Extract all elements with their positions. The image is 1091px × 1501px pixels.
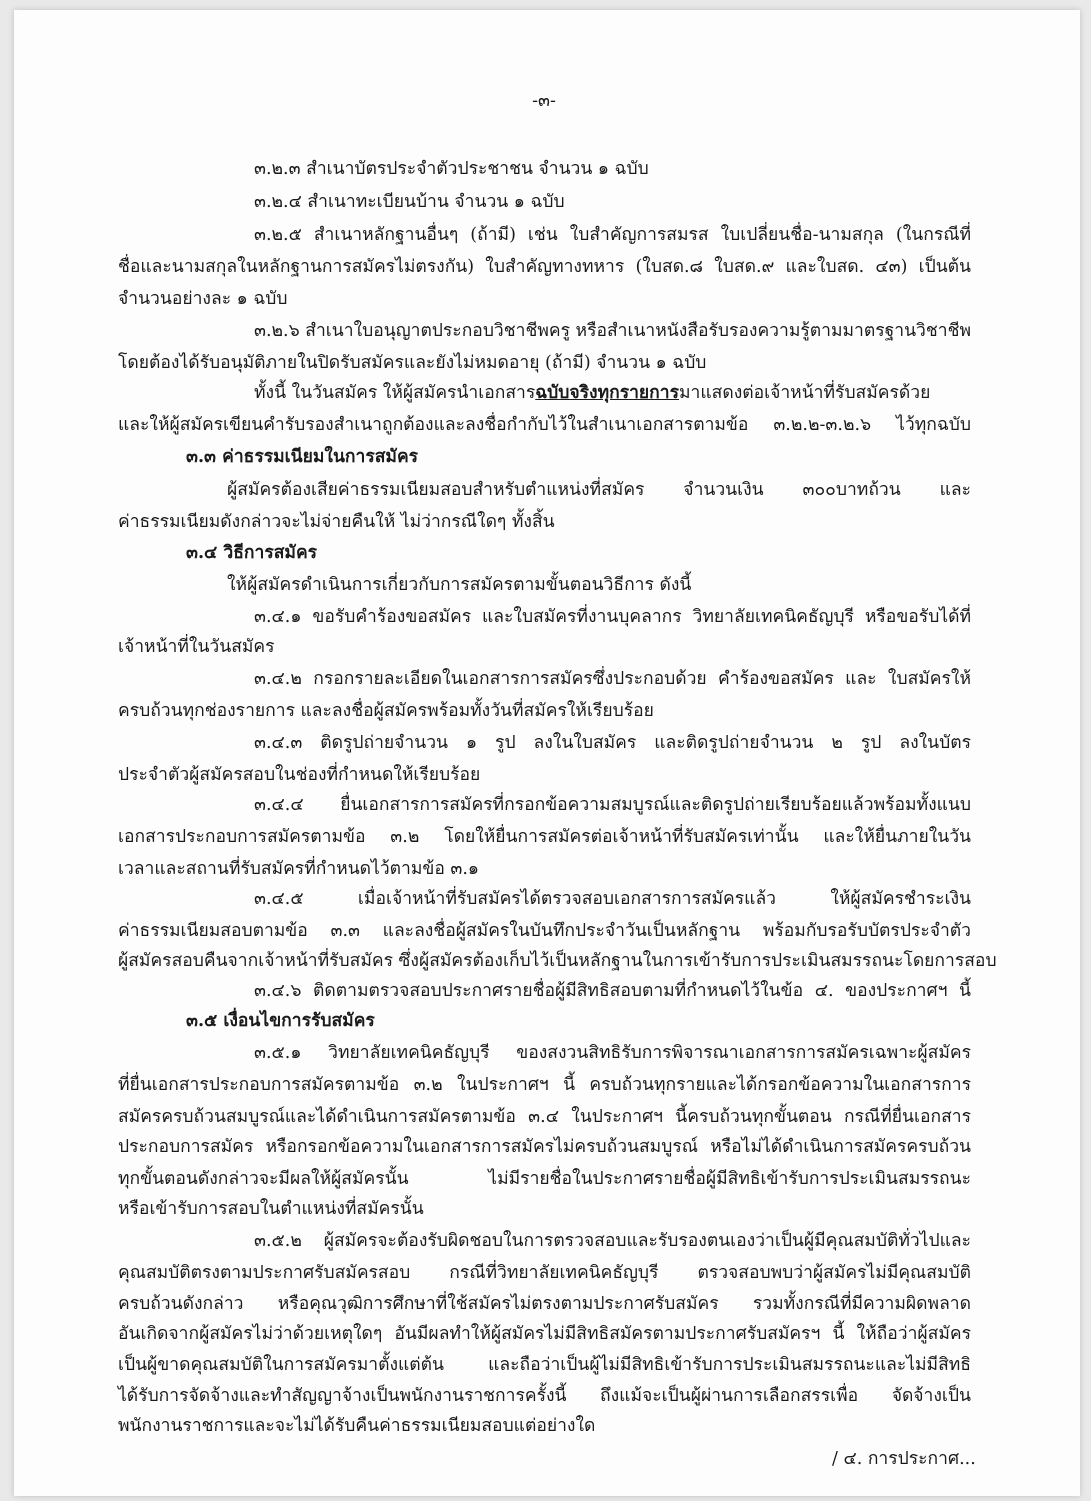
heading-3-4: ๓.๔ วิธีการสมัคร [186,543,318,563]
note-emphasis: ฉบับจริงทุกรายการ [535,383,680,403]
item-3-2-6-line-2: โดยต้องได้รับอนุมัติภายในปิดรับสมัครและยังไม่หมดอายุ (ถ้ามี) จำนวน ๑ ฉบับ [118,353,707,373]
note-text-c: มาแสดงต่อเจ้าหน้าที่รับสมัครด้วย [679,383,931,403]
item-3-4-4-line-3: เวลาและสถานที่รับสมัครที่กำหนดไว้ตามข้อ ๓.๑ [118,859,480,879]
document-page [14,10,1080,1496]
item-3-4-5-line-1: ๓.๔.๕ เมื่อเจ้าหน้าที่รับสมัครได้ตรวจสอบเอกสารการสมัครแล้ว ให้ผู้สมัครชำระเงิน [254,889,971,909]
item-3-5-2-line-3: ครบถ้วนดังกล่าว หรือคุณวุฒิการศึกษาที่ใช้สมัครไม่ตรงตามประกาศรับสมัคร รวมทั้งกรณีที่มีความผิดพลาด [118,1294,971,1314]
item-3-4-4-line-1: ๓.๔.๔ ยื่นเอกสารการสมัครที่กรอกข้อความสมบูรณ์และติดรูปถ่ายเรียบร้อยแล้วพร้อมทั้งแนบ [254,795,971,815]
item-3-5-1-line-4: ประกอบการสมัคร หรือกรอกข้อความในเอกสารการสมัครไม่ครบถ้วนสมบูรณ์ หรือไม่ได้ดำเนินการสมัครครบถ้วน [118,1137,971,1157]
note-line-1 [254,380,930,406]
item-3-2-6-line-1: ๓.๒.๖ สำเนาใบอนุญาตประกอบวิชาชีพครู หรือสำเนาหนังสือรับรองความรู้ตามมาตรฐานวิชาชีพ [254,321,971,341]
note-line-2: และให้ผู้สมัครเขียนคำรับรองสำเนาถูกต้องและลงชื่อกำกับไว้ในสำเนาเอกสารตามข้อ ๓.๒.๒-๓.๒.๖ ไว้ทุกฉบับ [118,415,971,435]
heading-3-5: ๓.๕ เงื่อนไขการรับสมัคร [186,1011,375,1031]
item-3-5-1-line-6: หรือเข้ารับการสอบในตำแหน่งที่สมัครนั้น [118,1199,424,1219]
item-3-5-1-line-2: ที่ยื่นเอกสารประกอบการสมัครตามข้อ ๓.๒ ในประกาศฯ นี้ ครบถ้วนทุกรายและได้กรอกข้อความในเอกสารการ [118,1075,971,1095]
item-3-4-1-line-2: เจ้าหน้าที่ในวันสมัคร [118,637,275,657]
item-3-2-5-line-2: ชื่อและนามสกุลในหลักฐานการสมัครไม่ตรงกัน) ใบสำคัญทางทหาร (ใบสด.๘ ใบสด.๙ และใบสด. ๔๓) เป็นต้น [118,257,971,277]
item-3-4-1-line-1: ๓.๔.๑ ขอรับคำร้องขอสมัคร และใบสมัครที่งานบุคลากร วิทยาลัยเทคนิคธัญบุรี หรือขอรับได้ที่ [254,607,971,627]
item-3-5-2-line-7: พนักงานราชการและจะไม่ได้รับคืนค่าธรรมเนียมสอบแต่อย่างใด [118,1416,596,1436]
item-3-4-5-line-3: ผู้สมัครสอบคืนจากเจ้าหน้าที่รับสมัคร ซึ่งผู้สมัครต้องเก็บไว้เป็นหลักฐานในการเข้ารับการประเมินสมรรถนะโดยการสอบ [118,951,997,971]
item-3-4-3-line-1: ๓.๔.๓ ติดรูปถ่ายจำนวน ๑ รูป ลงในใบสมัคร และติดรูปถ่ายจำนวน ๒ รูป ลงในบัตร [254,733,971,753]
item-3-5-2-line-2: คุณสมบัติตรงตามประกาศรับสมัครสอบ กรณีที่วิทยาลัยเทคนิคธัญบุรี ตรวจสอบพบว่าผู้สมัครไม่มีคุณสมบัติ [118,1263,971,1283]
item-3-2-5-line-1: ๓.๒.๕ สำเนาหลักฐานอื่นๆ (ถ้ามี) เช่น ใบสำคัญการสมรส ใบเปลี่ยนชื่อ-นามสกุล (ในกรณีที่ [254,225,971,245]
item-3-5-2-line-5: เป็นผู้ขาดคุณสมบัติในการสมัครมาตั้งแต่ต้น และถือว่าเป็นผู้ไม่มีสิทธิเข้ารับการประเมินสมรรถนะและไม่มีสิทธิ [118,1355,971,1375]
page-number: -๓- [532,91,556,111]
item-3-2-5-line-3: จำนวนอย่างละ ๑ ฉบับ [118,289,288,309]
item-3-5-2-line-1: ๓.๕.๒ ผู้สมัครจะต้องรับผิดชอบในการตรวจสอบและรับรองตนเองว่าเป็นผู้มีคุณสมบัติทั่วไปและ [254,1231,971,1251]
item-3-4-4-line-2: เอกสารประกอบการสมัครตามข้อ ๓.๒ โดยให้ยื่นการสมัครต่อเจ้าหน้าที่รับสมัครเท่านั้น และให้ยื่นภายในวัน [118,827,971,847]
item-3-2-3: ๓.๒.๓ สำเนาบัตรประจำตัวประชาชน จำนวน ๑ ฉบับ [254,159,649,179]
item-3-5-1-line-5: ทุกขั้นตอนดังกล่าวจะมีผลให้ผู้สมัครนั้น ไม่มีรายชื่อในประกาศรายชื่อผู้มีสิทธิเข้ารับการประเมินสมรรถนะ [118,1169,971,1189]
next-page-reference: / ๔. การประกาศ... [832,1449,976,1469]
method-intro: ให้ผู้สมัครดำเนินการเกี่ยวกับการสมัครตามขั้นตอนวิธีการ ดังนี้ [227,575,692,595]
fee-line-1: ผู้สมัครต้องเสียค่าธรรมเนียมสอบสำหรับตำแหน่งที่สมัคร จำนวนเงิน ๓๐๐บาทถ้วน และ [227,480,971,500]
item-3-4-3-line-2: ประจำตัวผู้สมัครสอบในช่องที่กำหนดให้เรียบร้อย [118,765,481,785]
item-3-4-6: ๓.๔.๖ ติดตามตรวจสอบประกาศรายชื่อผู้มีสิทธิสอบตามที่กำหนดไว้ในข้อ ๔. ของประกาศฯ นี้ [254,981,971,1001]
item-3-5-2-line-6: ได้รับการจัดจ้างและทำสัญญาจ้างเป็นพนักงานราชการครั้งนี้ ถึงแม้จะเป็นผู้ผ่านการเลือกสรรเพื่อ จัดจ้างเป็น [118,1386,971,1406]
item-3-5-1-line-3: สมัครครบถ้วนสมบูรณ์และได้ดำเนินการสมัครตามข้อ ๓.๔ ในประกาศฯ นี้ครบถ้วนทุกขั้นตอน กรณีที่ยื่นเอกสาร [118,1107,971,1127]
item-3-4-5-line-2: ค่าธรรมเนียมสอบตามข้อ ๓.๓ และลงชื่อผู้สมัครในบันทึกประจำวันเป็นหลักฐาน พร้อมกับรอรับบัตรประจำตัว [118,921,971,941]
item-3-4-2-line-1: ๓.๔.๒ กรอกรายละเอียดในเอกสารการสมัครซึ่งประกอบด้วย คำร้องขอสมัคร และ ใบสมัครให้ [254,669,971,689]
note-text-a: ทั้งนี้ ในวันสมัคร ให้ผู้สมัครนำเอกสาร [254,383,536,403]
item-3-4-2-line-2: ครบถ้วนทุกช่องรายการ และลงชื่อผู้สมัครพร้อมทั้งวันที่สมัครให้เรียบร้อย [118,701,654,721]
item-3-5-2-line-4: อันเกิดจากผู้สมัครไม่ว่าด้วยเหตุใดๆ อันมีผลทำให้ผู้สมัครไม่มีสิทธิสมัครตามประกาศรับสมัครฯ นี้ ให้ถือว่าผู้สมัคร [118,1324,971,1344]
heading-3-3: ๓.๓ ค่าธรรมเนียมในการสมัคร [186,447,419,467]
item-3-2-4: ๓.๒.๔ สำเนาทะเบียนบ้าน จำนวน ๑ ฉบับ [254,192,565,212]
fee-line-2: ค่าธรรมเนียมดังกล่าวจะไม่จ่ายคืนให้ ไม่ว่ากรณีใดๆ ทั้งสิ้น [118,512,555,532]
item-3-5-1-line-1: ๓.๕.๑ วิทยาลัยเทคนิคธัญบุรี ของสงวนสิทธิรับการพิจารณาเอกสารการสมัครเฉพาะผู้สมัคร [254,1043,971,1063]
